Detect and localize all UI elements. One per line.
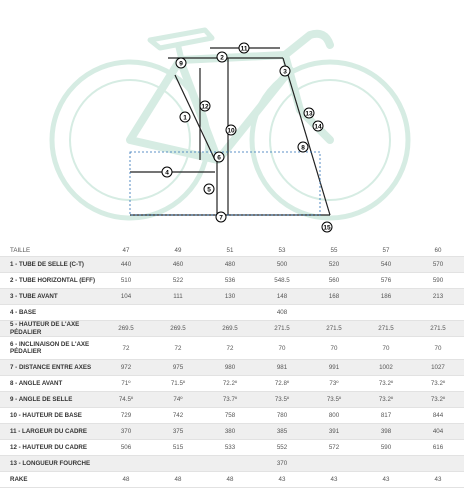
table-cell: 742 — [152, 408, 204, 424]
row-label: 4 - BASE — [0, 305, 100, 321]
row-label: RAKE — [0, 472, 100, 488]
size-column-header: 47 — [100, 245, 152, 257]
marker-2 — [217, 52, 227, 62]
size-column-header: 57 — [360, 245, 412, 257]
table-header-row — [0, 245, 464, 257]
svg-text:14: 14 — [314, 123, 322, 131]
table-cell: 536 — [204, 273, 256, 289]
table-cell: 520 — [308, 257, 360, 273]
svg-text:11: 11 — [240, 45, 248, 53]
table-cell: 972 — [100, 360, 152, 376]
table-cell: 269.5 — [204, 321, 256, 337]
table-cell: 980 — [204, 360, 256, 376]
svg-text:2: 2 — [220, 54, 224, 62]
table-cell — [152, 305, 204, 321]
table-cell — [308, 305, 360, 321]
table-row — [0, 360, 464, 376]
table-cell — [204, 305, 256, 321]
row-label: 3 - TUBE AVANT — [0, 289, 100, 305]
table-cell: 522 — [152, 273, 204, 289]
svg-text:10: 10 — [227, 127, 235, 135]
svg-text:9: 9 — [179, 60, 183, 68]
table-cell: 380 — [204, 424, 256, 440]
row-label: 2 - TUBE HORIZONTAL (EFF) — [0, 273, 100, 289]
table-cell: 72.2º — [204, 376, 256, 392]
table-cell: 271.5 — [256, 321, 308, 337]
svg-text:15: 15 — [323, 224, 331, 232]
table-cell — [308, 456, 360, 472]
marker-6 — [214, 152, 224, 162]
frame-silhouette — [130, 34, 330, 160]
table-row — [0, 289, 464, 305]
table-cell: 71º — [100, 376, 152, 392]
table-cell: 370 — [100, 424, 152, 440]
table-cell: 844 — [412, 408, 464, 424]
table-cell: 385 — [256, 424, 308, 440]
table-cell: 70 — [256, 337, 308, 360]
geometry-table — [0, 245, 464, 488]
table-cell: 213 — [412, 289, 464, 305]
table-cell: 73.2º — [360, 376, 412, 392]
marker-11 — [239, 43, 249, 53]
svg-text:4: 4 — [165, 169, 169, 177]
table-cell — [360, 305, 412, 321]
svg-text:5: 5 — [207, 186, 211, 194]
table-cell: 510 — [100, 273, 152, 289]
table-row — [0, 392, 464, 408]
table-cell: 104 — [100, 289, 152, 305]
table-row — [0, 305, 464, 321]
table-cell: 817 — [360, 408, 412, 424]
table-cell: 271.5 — [360, 321, 412, 337]
table-cell: 43 — [360, 472, 412, 488]
row-label: 6 - INCLINAISON DE L'AXE PÉDALIER — [0, 337, 100, 360]
table-cell: 72.8º — [256, 376, 308, 392]
row-label: 11 - LARGEUR DU CADRE — [0, 424, 100, 440]
table-cell: 572 — [308, 440, 360, 456]
table-cell: 70 — [360, 337, 412, 360]
table-cell: 560 — [308, 273, 360, 289]
table-cell — [412, 305, 464, 321]
marker-14 — [313, 121, 323, 131]
svg-text:7: 7 — [219, 214, 223, 222]
table-cell: 440 — [100, 257, 152, 273]
table-cell: 552 — [256, 440, 308, 456]
table-row — [0, 440, 464, 456]
table-cell: 391 — [308, 424, 360, 440]
table-cell: 375 — [152, 424, 204, 440]
row-label: 5 - HAUTEUR DE L'AXE PÉDALIER — [0, 321, 100, 337]
marker-4 — [162, 167, 172, 177]
table-cell: 73º — [308, 376, 360, 392]
row-label: 1 - TUBE DE SELLE (C-T) — [0, 257, 100, 273]
row-label: 8 - ANGLE AVANT — [0, 376, 100, 392]
marker-10 — [226, 125, 236, 135]
table-cell: 72 — [100, 337, 152, 360]
table-cell — [100, 305, 152, 321]
table-cell: 48 — [204, 472, 256, 488]
table-cell: 74.5º — [100, 392, 152, 408]
table-cell: 408 — [256, 305, 308, 321]
marker-8 — [298, 142, 308, 152]
table-row — [0, 376, 464, 392]
table-row — [0, 472, 464, 488]
table-cell: 73.2º — [360, 392, 412, 408]
table-cell: 1002 — [360, 360, 412, 376]
table-cell: 186 — [360, 289, 412, 305]
size-column-header: 49 — [152, 245, 204, 257]
table-cell: 576 — [360, 273, 412, 289]
table-cell: 975 — [152, 360, 204, 376]
table-cell: 570 — [412, 257, 464, 273]
table-cell: 43 — [256, 472, 308, 488]
table-cell: 1027 — [412, 360, 464, 376]
table-cell: 991 — [308, 360, 360, 376]
table-cell: 506 — [100, 440, 152, 456]
table-row — [0, 321, 464, 337]
marker-1 — [180, 112, 190, 122]
table-cell: 70 — [308, 337, 360, 360]
table-cell: 72 — [152, 337, 204, 360]
table-row — [0, 337, 464, 360]
table-cell: 271.5 — [308, 321, 360, 337]
row-label: 9 - ANGLE DE SELLE — [0, 392, 100, 408]
table-cell: 500 — [256, 257, 308, 273]
table-cell: 74º — [152, 392, 204, 408]
marker-5 — [204, 184, 214, 194]
table-cell: 404 — [412, 424, 464, 440]
table-row — [0, 273, 464, 289]
table-cell: 73.2º — [412, 392, 464, 408]
table-cell: 73.2º — [412, 376, 464, 392]
table-cell: 533 — [204, 440, 256, 456]
table-cell — [100, 456, 152, 472]
size-header-label: TAILLE — [0, 245, 100, 257]
svg-text:8: 8 — [301, 144, 305, 152]
row-label: 12 - HAUTEUR DU CADRE — [0, 440, 100, 456]
svg-text:1: 1 — [183, 114, 187, 122]
table-cell — [412, 456, 464, 472]
table-cell: 148 — [256, 289, 308, 305]
table-cell: 780 — [256, 408, 308, 424]
marker-15 — [322, 222, 332, 232]
table-cell: 269.5 — [100, 321, 152, 337]
table-cell: 48 — [100, 472, 152, 488]
size-column-header: 53 — [256, 245, 308, 257]
table-cell: 540 — [360, 257, 412, 273]
table-cell: 73.5º — [256, 392, 308, 408]
marker-13 — [304, 108, 314, 118]
table-cell: 48 — [152, 472, 204, 488]
marker-12 — [200, 101, 210, 111]
table-cell: 981 — [256, 360, 308, 376]
row-label: 13 - LONGUEUR FOURCHE — [0, 456, 100, 472]
table-cell: 800 — [308, 408, 360, 424]
svg-text:13: 13 — [305, 110, 313, 118]
table-cell — [204, 456, 256, 472]
row-label: 10 - HAUTEUR DE BASE — [0, 408, 100, 424]
size-column-header: 55 — [308, 245, 360, 257]
table-cell: 130 — [204, 289, 256, 305]
table-cell: 398 — [360, 424, 412, 440]
svg-text:6: 6 — [217, 154, 221, 162]
bike-geometry-diagram — [0, 0, 464, 245]
table-cell: 70 — [412, 337, 464, 360]
table-cell: 729 — [100, 408, 152, 424]
table-cell: 269.5 — [152, 321, 204, 337]
table-cell: 460 — [152, 257, 204, 273]
table-cell: 758 — [204, 408, 256, 424]
svg-text:3: 3 — [283, 68, 287, 76]
svg-text:12: 12 — [201, 103, 209, 111]
table-cell: 480 — [204, 257, 256, 273]
table-cell: 271.5 — [412, 321, 464, 337]
size-column-header: 60 — [412, 245, 464, 257]
table-cell: 616 — [412, 440, 464, 456]
table-cell: 370 — [256, 456, 308, 472]
table-cell: 43 — [412, 472, 464, 488]
table-row — [0, 456, 464, 472]
table-cell: 111 — [152, 289, 204, 305]
marker-3 — [280, 66, 290, 76]
table-cell: 71.5º — [152, 376, 204, 392]
table-cell: 73.5º — [308, 392, 360, 408]
row-label: 7 - DISTANCE ENTRE AXES — [0, 360, 100, 376]
table-row — [0, 424, 464, 440]
marker-9 — [176, 58, 186, 68]
table-cell: 168 — [308, 289, 360, 305]
table-cell: 72 — [204, 337, 256, 360]
table-cell: 515 — [152, 440, 204, 456]
table-cell — [360, 456, 412, 472]
table-cell: 590 — [412, 273, 464, 289]
marker-7 — [216, 212, 226, 222]
table-cell: 43 — [308, 472, 360, 488]
table-row — [0, 257, 464, 273]
table-cell: 590 — [360, 440, 412, 456]
table-cell — [152, 456, 204, 472]
table-cell: 548.5 — [256, 273, 308, 289]
size-column-header: 51 — [204, 245, 256, 257]
table-row — [0, 408, 464, 424]
table-cell: 73.7º — [204, 392, 256, 408]
